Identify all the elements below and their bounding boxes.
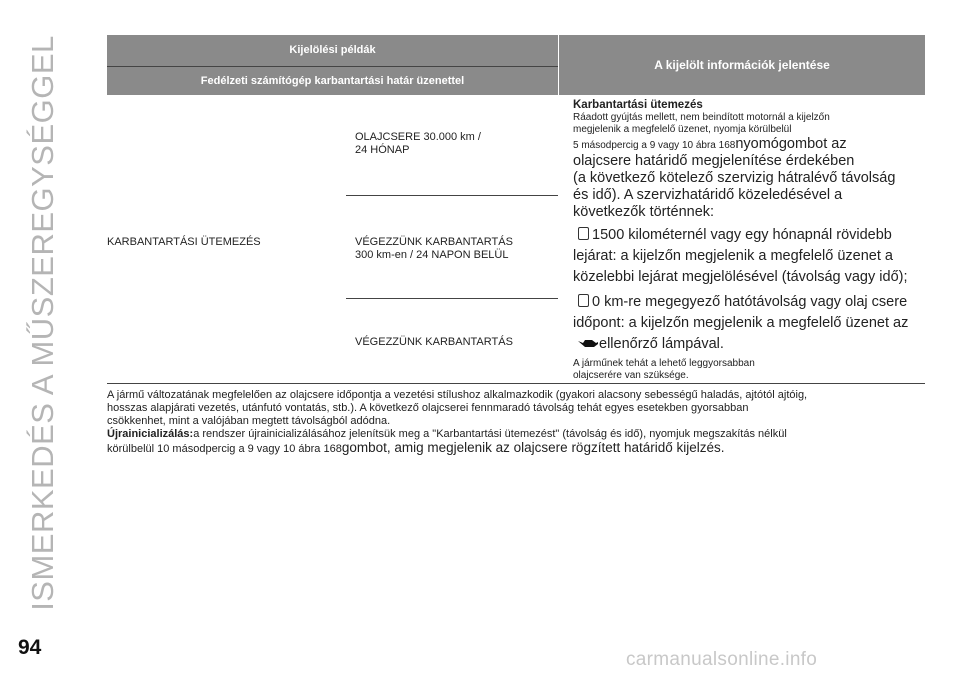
meaning-cell: Karbantartási ütemezés Ráadott gyújtás mellett, nem beindított motornál a kijelzőn megjelenik a megfelelő üzenet, nyomja körülbelül 5 másodpercig a 9 vagy 10 ábra 168nyomógombot az olajcsere határidő megjelenítése érdekében (a következő kötelező szervizig hátralévő távolság és idő). A szervizhatáridő közeledésével a következők történnek: 1500 kilométernél vagy egy hónapnál rövidebb lejárat: a kijelzőn megjelenik a megfelelő üzenet a közelebbi lejárat megjelölésével (távolság vagy idő); 0 km-re megegyező hatótávolság vagy olaj csere időpont: a kijelzőn megjelenik a megfelelő üzenet az ellenőrző lámpával. A járműnek tehát a lehető leggyorsabban olajcserére van szüksége. xyxy=(573,99,928,382)
meaning-line: 5 másodpercig a 9 vagy 10 ábra 168nyomógombot az xyxy=(573,136,847,152)
watermark: carmanualsonline.info xyxy=(626,649,818,670)
message-divider xyxy=(346,298,558,299)
side-section-title: ISMERKEDÉS A MŰSZEREGYSÉGGEL xyxy=(25,34,60,611)
message-service-soon: VÉGEZZÜNK KARBANTARTÁS 300 km-en / 24 NAPON BELÜL xyxy=(355,236,513,261)
page-number: 94 xyxy=(18,636,42,659)
bullet-1500km: 1500 kilométernél vagy egy hónapnál rövidebb lejárat: a kijelzőn megjelenik a megfelelő üzenet a közelebbi lejárat megjelölésével (távolság vagy idő); xyxy=(573,227,908,285)
checkbox-icon xyxy=(578,227,589,240)
row-label: KARBANTARTÁSI ÜTEMEZÉS xyxy=(107,236,261,248)
table-bottom-rule xyxy=(107,383,925,384)
header-computer-message: Fedélzeti számítógép karbantartási határ üzenettel xyxy=(107,67,558,95)
message-oil-change: OLAJCSERE 30.000 km / 24 HÓNAP xyxy=(355,131,481,156)
header-examples: Kijelölési példák xyxy=(107,35,558,66)
meaning-title: Karbantartási ütemezés xyxy=(573,99,703,111)
message-divider xyxy=(346,195,558,196)
header-meaning: A kijelölt információk jelentése xyxy=(559,35,925,95)
oil-can-icon xyxy=(577,338,599,348)
checkbox-icon xyxy=(578,294,589,307)
reset-paragraph: Újrainicializálás:a rendszer újrainicializálásához jelenítsük meg a "Karbantartási ütemezést" (távolság és idő), nyomjuk megszakítás nélkül xyxy=(107,428,787,440)
bullet-0km: 0 km-re megegyező hatótávolság vagy olaj csere időpont: a kijelzőn megjelenik a megfelelő üzenet az ellenőrző lámpával. xyxy=(573,294,909,352)
body-paragraph: A jármű változatának megfelelően az olajcsere időpontja a vezetési stílushoz alkalmazkodik (gyakori alacsony sebességű haladás, ajtótól ajtóig, hosszas alapjárati vezetés, utánfutó vontatás, stb.). A következő olajcserei fennmaradó távolság tehát egyes esetekben gyorsabban csökkenhet, mint a valójában megtett távolságból adódna. Újrainicializálás:a rendszer újrainicializálásához jelenítsük meg a "Karbantartási ütemezést" (távolság és idő), nyomjuk megszakítás nélkül körülbelül 10 másodpercig a 9 vagy 10 ábra 168gombot, amig megjelenik az olajcsere rögzített határidő kijelzés. xyxy=(107,389,927,456)
message-service-now: VÉGEZZÜNK KARBANTARTÁS xyxy=(355,336,513,348)
